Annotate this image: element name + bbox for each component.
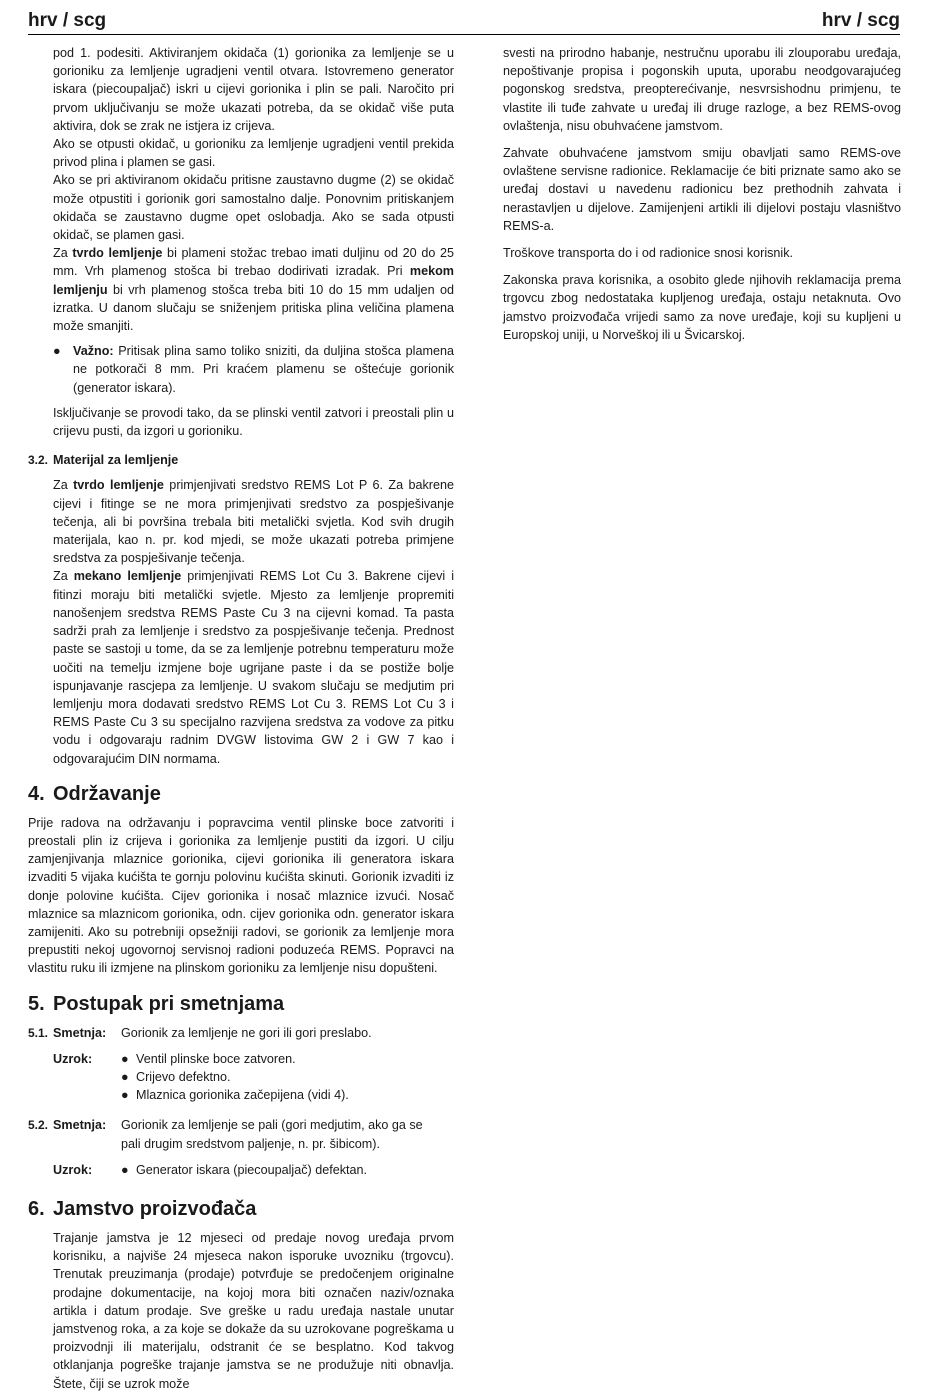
paragraph: Za tvrdo lemljenje bi plameni stožac trebao imati duljinu od 20 do 25 mm. Vrh plamenog stošca bi trebao dodirivati izradak. Pri mekom lemljenju bi vrh plamenog stošca treba biti 10 do 15 mm udaljen od izratka. U danom slučaju se sniženjem pritiska plina veličina plamena može smanjiti. — [53, 246, 454, 334]
bullet-icon: ● — [53, 344, 61, 359]
list-item: ● Crijevo defektno. — [121, 1069, 231, 1084]
section-heading-6: 6. Jamstvo proizvođača — [28, 1197, 257, 1220]
paragraph: Zahvate obuhvaćene jamstvom smiju obavljati samo REMS-ove ovlaštene servisne radionice. Reklamacije će biti priznate samo ako se uređaj dostavi u navedenu radionicu bez prethodnih zahvata i nerastavljen u dijelove. Zamijenjeni artikli ili dijelovi postaju vlasništvo REMS-a. — [503, 146, 901, 233]
section-heading-5: 5. Postupak pri smetnjama — [28, 992, 285, 1015]
fault-row: 5.1. Smetnja: Gorionik za lemljenje ne gori ili gori preslabo. — [28, 1025, 372, 1040]
language-label-left: hrv / scg — [28, 10, 107, 31]
paragraph: Ako se otpusti okidač, u gorioniku za lemljenje ugradjeni ventil prekida privod plina i plamen se gasi. — [53, 137, 454, 170]
fault-row: 5.2. Smetnja: Gorionik za lemljenje se pali (gori medjutim, ako ga se pali drugim sredstvom paljenje, n. pr. šibicom). — [28, 1118, 423, 1151]
paragraph: Za mekano lemljenje primjenjivati REMS Lot Cu 3. Bakrene cijevi i fitinzi moraju biti metalički svjetle. Mjesto za lemljenje propremiti nanošenjem sredstva REMS Paste Cu 3 na cijevni komad. Ta pasta sadrži prah za lemljenje i sredstvo za pospješivanje tečenja. Prednost paste se sastoji u tome, da se za lemljenje potrebnu temperaturu može uočiti na temelju izmjene boje ugrijane paste i da se postiže bolje ispunjavanje rascjepa za lemljenje. U svakom slučaju se medjutim pri lemljenju mora dodavati sredstvo REMS Lot Cu 3. REMS Lot Cu 3 i REMS Paste Cu 3 su specijalno razvijena sredstva za vodove za pitku vodu i odgovaraju radnim DVGW listovima GW 2 i GW 7 kao i odgovarajućim DIN normama. — [53, 569, 455, 766]
paragraph: svesti na prirodno habanje, nestručnu uporabu ili zlouporabu uređaja, nepoštivanje propisa i pogonskih uputa, uporabu neodgovarajućeg pogonskog sredstva, preopterećivanje, nesvrsishodnu primjenu, te vlastite ili tuđe zahvate u uređaj ili druge razloge, a bez REMS-ovog ovlaštenja, nisu obuhvaćene jamstvom. — [503, 46, 901, 133]
page-header — [28, 10, 900, 35]
right-column — [503, 44, 901, 351]
paragraph: Zakonska prava korisnika, a osobito glede njihovih reklamacija prema trgovcu zbog nedostataka kupljenog uređaja, ostaju netaknuta. Ovo jamstvo proizvođača vrijedi samo za nove uređaje, koji su kupljeni u Europskoj uniji, u Norveškoj ili u Švicarskoj. — [503, 273, 901, 342]
important-note: ● Važno: Pritisak plina samo toliko sniziti, da duljina stošca plamena ne potkorači 8 mm. Pri kraćem plamenu se oštećuje gorionik (generator iskara). — [53, 344, 454, 395]
paragraph: Prije radova na održavanju i popravcima ventil plinske boce zatvoriti i preostali plin iz crijeva i gorionika za lemljenje pustiti da izgori. U cilju zamjenjivanja mlaznice gorionika, cijevi gorionika ili generatora iskara izvaditi 5 vijaka kućišta te gornju polovinu kućišta skinuti. Gorionik izvaditi iz donje polovine kućišta. Cijev gorionika i nosač mlaznice izvući. Nosač mlaznice sa mlaznicom gorionika, odn. cijev gorionika odn. generator iskara zamijeniti. Ako su potrebniji opsežniji radovi, se gorionik za lemljenje mora prepustiti nekoj ugovornoj servisnoj radioni poduzeća REMS. Popravci na vlastitu ruku ili izmjene na plinskom gorioniku za lemljenje nisu dopušteni. — [28, 815, 454, 976]
paragraph: Trajanje jamstva je 12 mjeseci od predaje novog uređaja prvom korisniku, a najviše 24 mjeseca nakon isporuke uvozniku (trgovcu). Trenutak preuzimanja (prodaje) potvrđuje se predočenjem originalne prodajne dokumentacije, na kojoj mora biti označen naziv/oznaka artikla i datum prodaje. Sve greške u radu uređaja nastale unutar jamstvenog roka, a za koje se dokaže da su uzrokovane pogreškama u proizvodnji ili materijalu, odstranit će se besplatno. Kod takvog otklanjanja pogreške trajanje jamstva se ne produžuje niti obnavlja. Štete, čiji se uzrok može — [53, 1230, 454, 1391]
paragraph: Troškove transporta do i od radionice snosi korisnik. — [503, 246, 794, 261]
paragraph: Ako se pri aktiviranom okidaču pritisne zaustavno dugme (2) se okidač može otpustiti i gorionik gori samostalno dalje. Ponovnim pritiskanjem okidača se zaustavno dugme opet oslobadja. Ako se sada otpusti okidač, se plamen gasi. — [53, 173, 454, 243]
paragraph: Isključivanje se provodi tako, da se plinski ventil zatvori i preostali plin u crijevu pusti, da izgori u gorioniku. — [53, 405, 454, 439]
section-heading-3-2: 3.2. Materijal za lemljenje — [28, 453, 179, 468]
left-column — [28, 44, 454, 1400]
section-heading-4: 4. Održavanje — [28, 782, 161, 805]
cause-row: Uzrok: ● Ventil plinske boce zatvoren. ● Crijevo defektno. ● Mlaznica gorionika začepijena (vidi 4). — [28, 1050, 454, 1105]
paragraph: pod 1. podesiti. Aktiviranjem okidača (1) gorionika za lemljenje se u gorioniku za lemljenje ugradjeni ventil otvara. Istovremeno generator iskara (piecoupaljač) iskri u cijevi gorionika i plin se pali. Naročito pri prvom uključivanju se može ukazati potreba, da se okidač više puta aktivira, dok se zrak ne istjera iz crijeva. — [53, 46, 454, 133]
paragraph: Za tvrdo lemljenje primjenjivati sredstvo REMS Lot P 6. Za bakrene cijevi i fitinge se ne mora primjenjivati sredstvo za pospješivanje tečenja, ali bi površina trebala biti metalički svjetla. Kod svih drugih materijala, kao n. pr. kod mjedi, se može ukazati potreba primjene sredstva za pospješivanje tečenja. — [53, 478, 454, 566]
list-item: ● Ventil plinske boce zatvoren. — [121, 1051, 296, 1066]
cause-row: Uzrok: ● Generator iskara (piecoupaljač) defektan. — [28, 1161, 454, 1179]
list-item: ● Generator iskara (piecoupaljač) defektan. — [121, 1162, 368, 1177]
list-item: ● Mlaznica gorionika začepijena (vidi 4). — [121, 1088, 349, 1103]
language-label-right: hrv / scg — [821, 10, 900, 31]
